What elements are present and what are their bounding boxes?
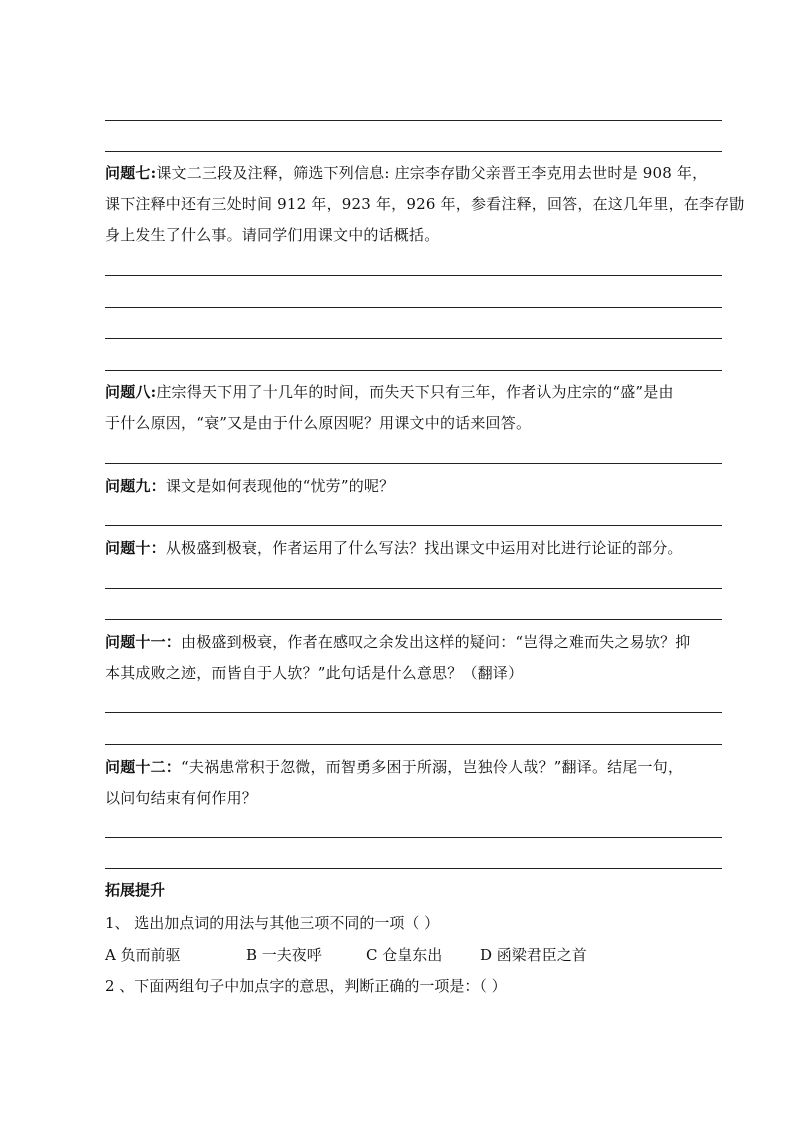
question-10-label: 问题十： — [105, 539, 166, 557]
exercise-2: 2 、下面两组句子中加点字的意思，判断正确的一项是：（ ） — [105, 977, 507, 995]
answer-line — [105, 712, 722, 713]
answer-line — [105, 588, 722, 589]
question-8-text-line-1: 庄宗得天下用了十几年的时间，而失天下只有三年，作者认为庄宗的“盛”是由 — [156, 383, 674, 401]
exercise-1: 1、 选出加点词的用法与其他三项不同的一项（ ） — [105, 914, 440, 932]
question-12-text-line-2: 以问句结束有何作用？ — [105, 789, 258, 807]
question-7-text-line-2: 课下注释中还有三处时间 912 年，923 年，926 年，参看注释，回答，在这几年里，在李存勖 — [105, 195, 745, 213]
question-11-text-line-1: 由极盛到极衰，作者在感叹之余发出这样的疑问：“岂得之难而失之易欤？抑 — [181, 633, 691, 651]
question-10-text-line-1: 从极盛到极衰，作者运用了什么写法？找出课文中运用对比进行论证的部分。 — [165, 539, 683, 557]
question-7 — [105, 158, 745, 251]
answer-line — [105, 275, 722, 276]
question-7-label: 问题七: — [105, 164, 157, 182]
section-title: 拓展提升 — [105, 881, 166, 899]
question-11 — [105, 627, 725, 689]
answer-line — [105, 525, 722, 526]
question-12-label: 问题十二： — [105, 758, 182, 776]
question-7-text-line-3: 身上发生了什么事。请同学们用课文中的话概括。 — [105, 226, 440, 244]
answer-line — [105, 370, 722, 371]
question-9-label: 问题九： — [105, 477, 166, 495]
answer-line — [105, 307, 722, 308]
answer-line — [105, 619, 722, 620]
question-7-text-line-1: 课文二三段及注释，筛选下列信息: 庄宗李存勖父亲晋王李克用去世时是 908 年， — [156, 164, 708, 182]
option-b: B 一夫夜呼 — [246, 946, 322, 964]
option-a: A 负而前驱 — [105, 946, 181, 964]
answer-line — [105, 837, 722, 838]
question-9-text-line-1: 课文是如何表现他的“忧劳”的呢？ — [165, 477, 395, 495]
answer-line — [105, 338, 722, 339]
question-10 — [105, 533, 725, 564]
option-d: D 函梁君臣之首 — [480, 946, 587, 964]
question-9 — [105, 471, 725, 502]
question-8 — [105, 377, 725, 439]
question-8-label: 问题八: — [105, 383, 157, 401]
answer-line — [105, 151, 722, 152]
question-12 — [105, 752, 725, 814]
question-11-text-line-2: 本其成败之迹，而皆自于人欤？”此句话是什么意思？（翻译） — [105, 664, 524, 682]
answer-line — [105, 120, 722, 121]
answer-line — [105, 744, 722, 745]
answer-line — [105, 868, 722, 869]
option-c: C 仓皇东出 — [366, 946, 443, 964]
question-8-text-line-2: 于什么原因，“衰”又是由于什么原因呢？用课文中的话来回答。 — [105, 414, 532, 432]
answer-line — [105, 463, 722, 464]
question-12-text-line-1: “夫祸患常积于忽微，而智勇多困于所溺，岂独伶人哉？”翻译。结尾一句， — [181, 758, 684, 776]
question-11-label: 问题十一： — [105, 633, 182, 651]
